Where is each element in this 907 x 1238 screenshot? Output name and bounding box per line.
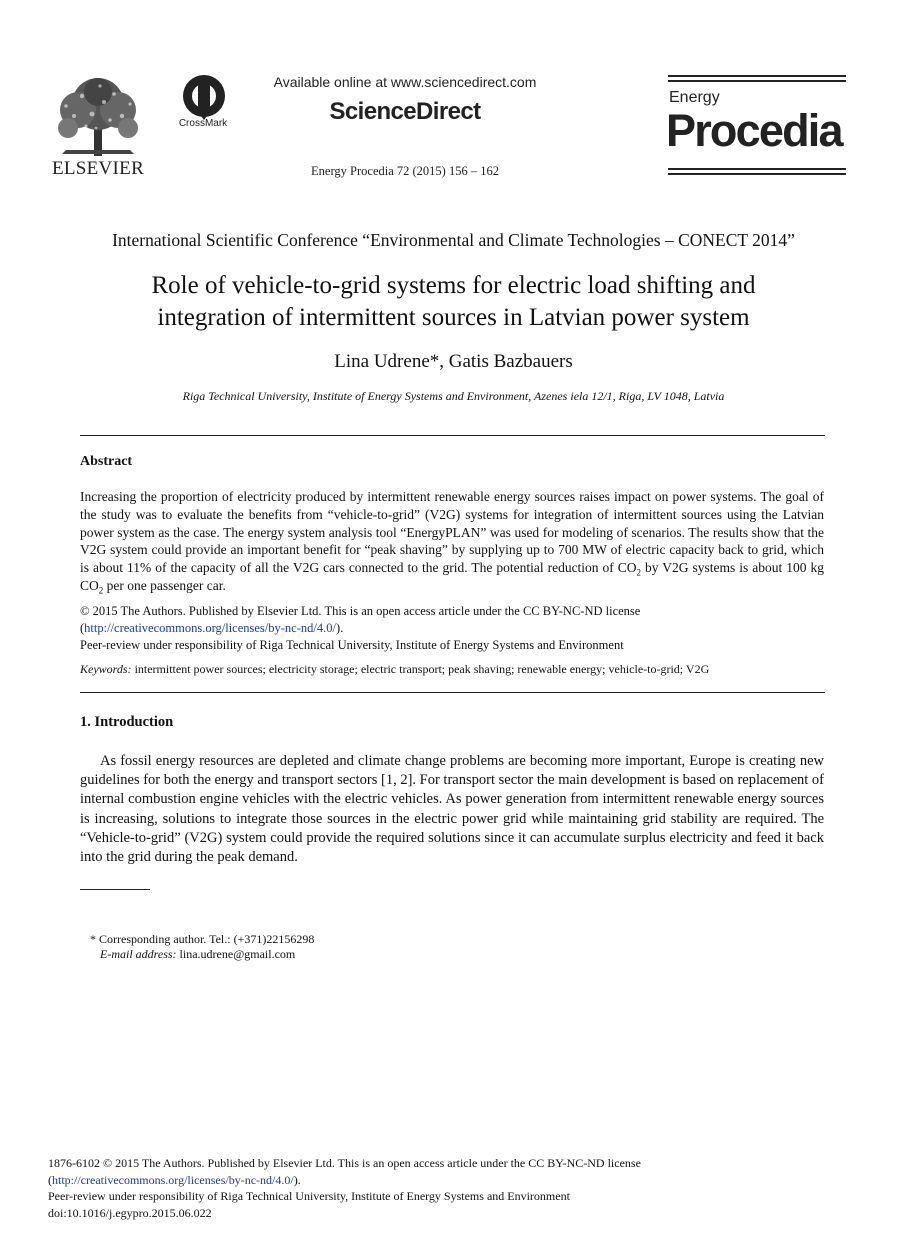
email-address[interactable]: lina.udrene@gmail.com — [176, 947, 296, 961]
author-list: Lina Udrene*, Gatis Bazbauers — [334, 351, 573, 372]
peer-review-note: Peer-review under responsibility of Riga Technical University, Institute of Energy Systems and Environment — [80, 638, 624, 652]
abstract-body — [80, 488, 824, 595]
paren: ). — [335, 621, 344, 635]
license-link[interactable]: http://creativecommons.org/licenses/by-nc-nd/4.0/ — [84, 621, 336, 635]
journal-logo-rule — [668, 75, 846, 77]
subscript: 2 — [98, 585, 104, 596]
paren: ( — [48, 1172, 52, 1187]
journal-logo-rule — [668, 80, 846, 82]
divider — [80, 435, 825, 436]
keywords-text: intermittent power sources; electricity storage; electric transport; peak shaving; renewable energy; vehicle-to-grid; V2G — [131, 662, 710, 676]
elsevier-wordmark: ELSEVIER — [51, 158, 145, 179]
journal-reference: Energy Procedia 72 (2015) 156 – 162 — [311, 164, 499, 178]
abstract-text: per one passenger car. — [103, 577, 226, 593]
paper-title — [60, 270, 847, 334]
journal-logo-procedia: Procedia — [666, 105, 842, 156]
elsevier-logo — [48, 72, 148, 182]
paren: ( — [80, 621, 85, 635]
journal-logo-energy: Energy — [669, 89, 720, 106]
copyright-notice — [80, 603, 824, 637]
copyright-text: © 2015 The Authors. Published by Elsevier Ltd. This is an open access article under the CC BY-NC-ND license — [80, 604, 641, 618]
author-email — [100, 947, 295, 962]
subscript: 2 — [636, 567, 642, 578]
paper-title-line: Role of vehicle-to-grid systems for electric load shifting and — [151, 272, 756, 299]
peer-review-line: Peer-review under responsibility of Riga Technical University, Institute of Energy Systems and Environment — [48, 1189, 570, 1203]
corresponding-author: * Corresponding author. Tel.: (+371)22156298 — [90, 932, 315, 946]
keywords — [80, 662, 824, 677]
conference-name: International Scientific Conference “Environmental and Climate Technologies – CONECT 2014” — [112, 230, 795, 250]
issn-line: 1876-6102 © 2015 The Authors. Published by Elsevier Ltd. This is an open access article under the CC BY-NC-ND license — [48, 1156, 641, 1170]
section-heading: 1. Introduction — [80, 714, 174, 730]
paren: ). — [293, 1172, 301, 1187]
abstract-text: by V2G systems is about 100 kg CO — [80, 560, 824, 593]
journal-logo-rule — [668, 168, 846, 170]
abstract-heading: Abstract — [80, 454, 133, 469]
license-link[interactable]: http://creativecommons.org/licenses/by-nc-nd/4.0/ — [52, 1172, 294, 1187]
crossmark-label: CrossMark — [178, 118, 228, 129]
affiliation: Riga Technical University, Institute of Energy Systems and Environment, Azenes iela 12/1, Riga, LV 1048, Latvia — [182, 389, 725, 403]
keywords-label: Keywords: — [80, 662, 132, 676]
available-online-text: Available online at www.sciencedirect.com — [273, 74, 537, 90]
footnote-rule — [80, 889, 150, 890]
email-label: E-mail address: — [100, 947, 177, 961]
introduction-body: As fossil energy resources are depleted and climate change problems are becoming more important, Europe is creating new guidelines for both the energy and transport sectors [1, 2]. For transport sector the main development is based on replacement of internal combustion engine vehicles with the electric vehicles. As power generation from intermittent renewable energy sources is increasing, solutions to integrate those sources in the electric power grid while maintaining grid stability are required. The “Vehicle-to-grid” (V2G) system could provide the required solutions since it can accumulate surplus electricity and feed it back into the grid during the peak demand. — [80, 753, 824, 866]
journal-logo-rule — [668, 173, 846, 175]
paper-title-line: integration of intermittent sources in Latvian power system — [157, 304, 750, 331]
doi[interactable]: doi:10.1016/j.egypro.2015.06.022 — [48, 1205, 212, 1220]
abstract-text: Increasing the proportion of electricity produced by intermittent renewable energy sources raises impact on power systems. The goal of the study was to evaluate the benefits from “vehicle-to-grid” (V2G) systems for integration of intermittent sources using the Latvian power system as the case. The energy system analysis tool “EnergyPLAN” was used for modeling of scenarios. The results show that the V2G system could provide an important benefit for “peak shaving” by supplying up to 700 MW of electric capacity back to grid, which is about 11% of the capacity of all the V2G cars connected to the grid. The potential reduction of CO — [80, 489, 824, 576]
divider — [80, 692, 825, 693]
publication-info — [48, 1155, 808, 1221]
sciencedirect-logo[interactable]: ScienceDirect — [329, 98, 481, 125]
elsevier-tree-icon — [52, 76, 144, 158]
